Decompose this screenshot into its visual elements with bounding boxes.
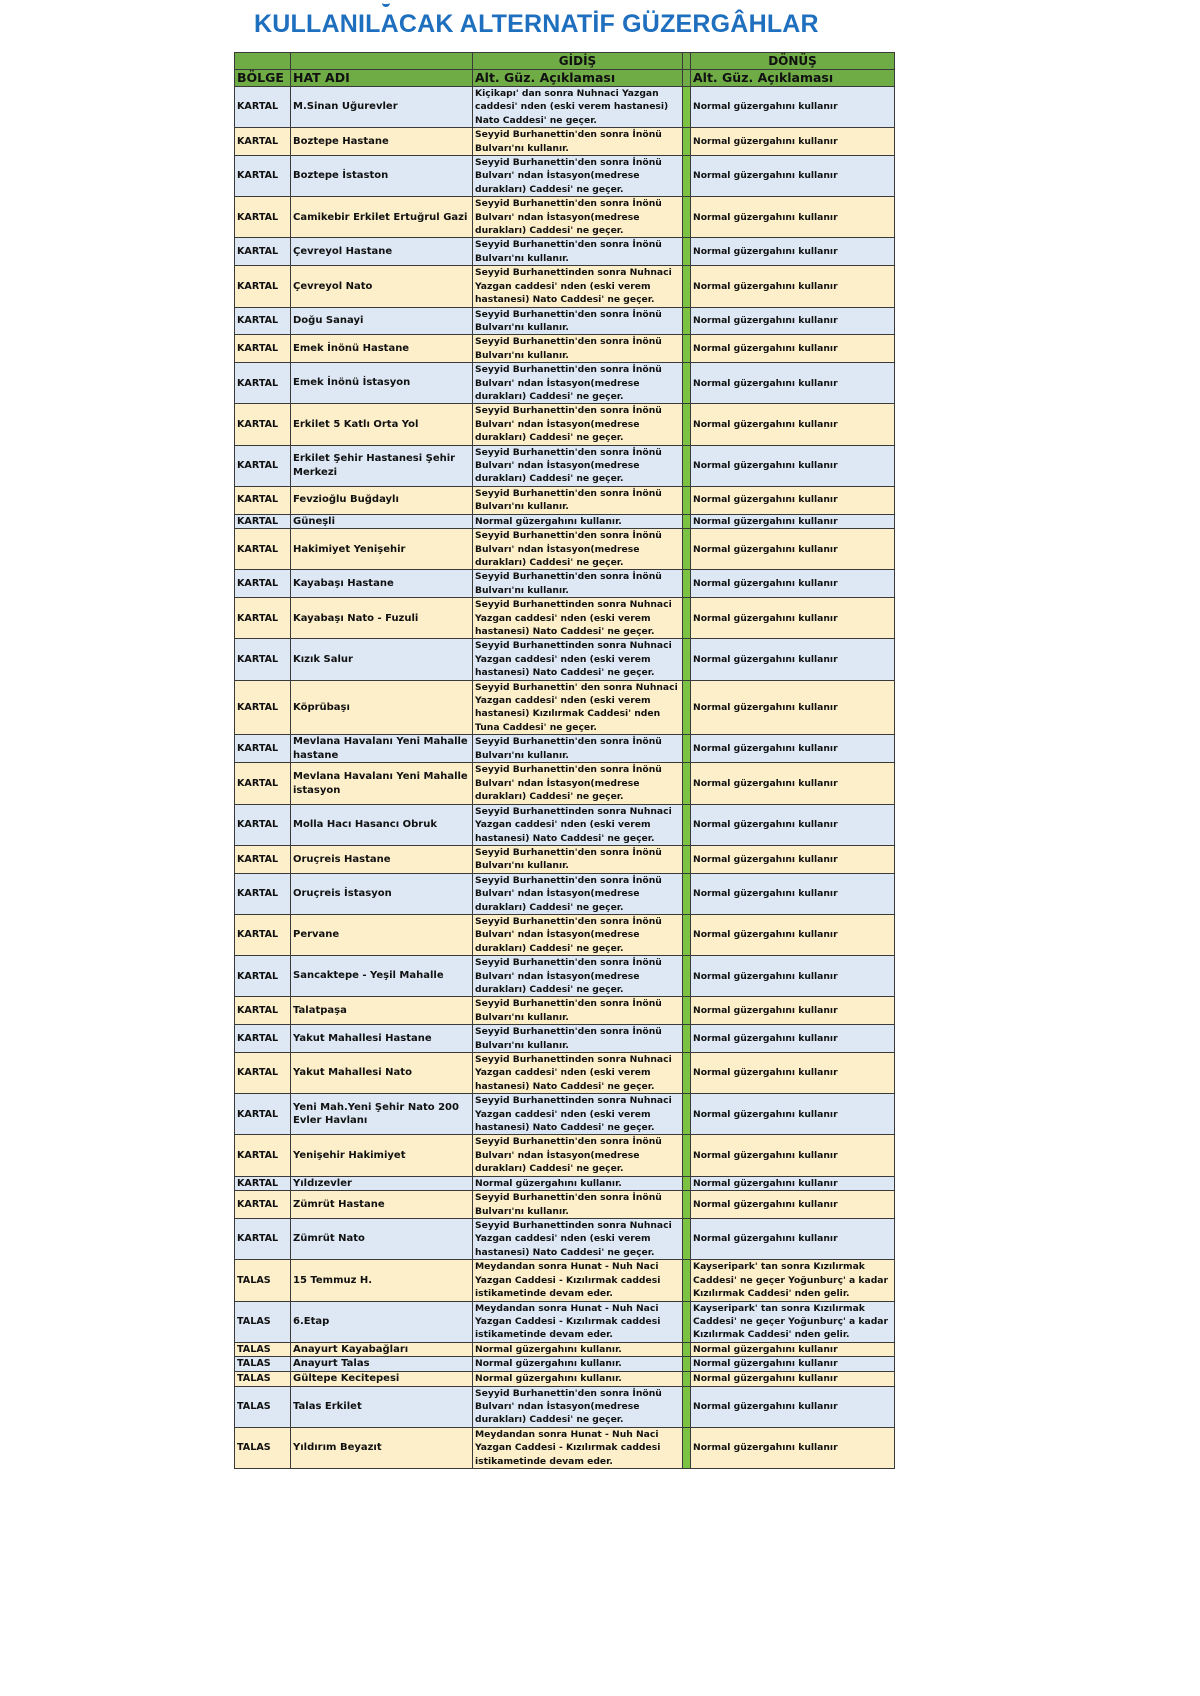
- donus-aciklama-cell: Normal güzergahını kullanır: [691, 570, 895, 598]
- hat-adi-cell: Erkilet Şehir Hastanesi Şehir Merkezi: [291, 445, 473, 486]
- column-separator: [683, 486, 691, 514]
- table-row: [235, 514, 895, 529]
- table-row: [235, 1176, 895, 1191]
- donus-aciklama-cell: Normal güzergahını kullanır: [691, 735, 895, 763]
- column-separator: [683, 1342, 691, 1357]
- bolge-cell: KARTAL: [235, 307, 291, 335]
- bolge-cell: KARTAL: [235, 1191, 291, 1219]
- bolge-cell: TALAS: [235, 1427, 291, 1468]
- hat-adi-cell: Anayurt Talas: [291, 1357, 473, 1372]
- bolge-cell: KARTAL: [235, 956, 291, 997]
- table-row: [235, 1219, 895, 1260]
- column-separator: [683, 128, 691, 156]
- hat-adi-cell: Yıldırım Beyazıt: [291, 1427, 473, 1468]
- hat-adi-cell: 6.Etap: [291, 1301, 473, 1342]
- donus-aciklama-cell: Normal güzergahını kullanır: [691, 639, 895, 680]
- hat-adi-cell: Yeni Mah.Yeni Şehir Nato 200 Evler Havlanı: [291, 1094, 473, 1135]
- table-row: [235, 529, 895, 570]
- column-separator: [683, 363, 691, 404]
- table-row: [235, 1371, 895, 1386]
- donus-aciklama-cell: Normal güzergahını kullanır: [691, 335, 895, 363]
- table-row: [235, 735, 895, 763]
- column-separator: [683, 70, 691, 87]
- gidis-aciklama-cell: Normal güzergahını kullanır.: [473, 1371, 683, 1386]
- page-title: KULLANILACAK ALTERNATİF GÜZERGÂHLAR: [254, 10, 819, 38]
- table-row: [235, 128, 895, 156]
- hat-adi-cell: Zümrüt Nato: [291, 1219, 473, 1260]
- table-row: [235, 197, 895, 238]
- hat-adi-cell: Yakut Mahallesi Hastane: [291, 1025, 473, 1053]
- hat-adi-cell: Çevreyol Hastane: [291, 238, 473, 266]
- bolge-cell: KARTAL: [235, 404, 291, 445]
- table-row: [235, 445, 895, 486]
- hat-adi-cell: Kayabaşı Nato - Fuzuli: [291, 598, 473, 639]
- bolge-cell: KARTAL: [235, 804, 291, 845]
- donus-aciklama-cell: Normal güzergahını kullanır: [691, 307, 895, 335]
- gidis-aciklama-cell: Normal güzergahını kullanır.: [473, 1342, 683, 1357]
- gidis-aciklama-cell: Seyyid Burhanettin'den sonra İnönü Bulvarı' ndan İstasyon(medrese durakları) Caddesi' ne geçer.: [473, 1135, 683, 1176]
- donus-aciklama-cell: Normal güzergahını kullanır: [691, 197, 895, 238]
- bolge-cell: KARTAL: [235, 197, 291, 238]
- hat-adi-cell: Fevzioğlu Buğdaylı: [291, 486, 473, 514]
- bolge-cell: KARTAL: [235, 873, 291, 914]
- gidis-aciklama-cell: Seyyid Burhanettin'den sonra İnönü Bulvarı'nı kullanır.: [473, 128, 683, 156]
- bolge-cell: KARTAL: [235, 845, 291, 873]
- hat-adi-cell: Emek İnönü İstasyon: [291, 363, 473, 404]
- column-separator: [683, 1135, 691, 1176]
- donus-aciklama-cell: Normal güzergahını kullanır: [691, 445, 895, 486]
- table-row: [235, 1053, 895, 1094]
- gidis-aciklama-cell: Seyyid Burhanettin'den sonra İnönü Bulvarı'nı kullanır.: [473, 1191, 683, 1219]
- column-separator: [683, 266, 691, 307]
- column-separator: [683, 1176, 691, 1191]
- column-header-donus-aciklama: Alt. Güz. Açıklaması: [691, 70, 895, 87]
- hat-adi-cell: Yıldızevler: [291, 1176, 473, 1191]
- bolge-cell: KARTAL: [235, 238, 291, 266]
- donus-aciklama-cell: Normal güzergahını kullanır: [691, 1025, 895, 1053]
- column-separator: [683, 156, 691, 197]
- gidis-aciklama-cell: Seyyid Burhanettin'den sonra İnönü Bulvarı' ndan İstasyon(medrese durakları) Caddesi' ne geçer.: [473, 763, 683, 804]
- column-separator: [683, 53, 691, 70]
- donus-aciklama-cell: Normal güzergahını kullanır: [691, 1219, 895, 1260]
- table-row: [235, 639, 895, 680]
- bolge-cell: KARTAL: [235, 1135, 291, 1176]
- bolge-cell: KARTAL: [235, 156, 291, 197]
- column-separator: [683, 445, 691, 486]
- hat-adi-cell: Doğu Sanayi: [291, 307, 473, 335]
- gidis-aciklama-cell: Seyyid Burhanettin'den sonra İnönü Bulvarı' ndan İstasyon(medrese durakları) Caddesi' ne geçer.: [473, 529, 683, 570]
- gidis-aciklama-cell: Normal güzergahını kullanır.: [473, 514, 683, 529]
- hat-adi-cell: Talas Erkilet: [291, 1386, 473, 1427]
- table-row: [235, 486, 895, 514]
- table-row: [235, 238, 895, 266]
- gidis-aciklama-cell: Seyyid Burhanettinden sonra Nuhnaci Yazgan caddesi' nden (eski verem hastanesi) Nato Caddesi' ne geçer.: [473, 639, 683, 680]
- routes-table: [234, 52, 895, 1469]
- table-row: [235, 997, 895, 1025]
- bolge-cell: KARTAL: [235, 87, 291, 128]
- donus-aciklama-cell: Normal güzergahını kullanır: [691, 238, 895, 266]
- donus-aciklama-cell: Normal güzergahını kullanır: [691, 598, 895, 639]
- column-separator: [683, 1094, 691, 1135]
- gidis-aciklama-cell: Seyyid Burhanettin'den sonra İnönü Bulvarı'nı kullanır.: [473, 845, 683, 873]
- donus-aciklama-cell: Normal güzergahını kullanır: [691, 156, 895, 197]
- gidis-aciklama-cell: Seyyid Burhanettin'den sonra İnönü Bulvarı'nı kullanır.: [473, 335, 683, 363]
- donus-aciklama-cell: Normal güzergahını kullanır: [691, 363, 895, 404]
- group-header-row: [235, 53, 895, 70]
- column-separator: [683, 598, 691, 639]
- column-separator: [683, 1025, 691, 1053]
- column-separator: [683, 1357, 691, 1372]
- donus-aciklama-cell: Normal güzergahını kullanır: [691, 873, 895, 914]
- donus-aciklama-cell: Normal güzergahını kullanır: [691, 914, 895, 955]
- table-row: [235, 1135, 895, 1176]
- table-row: [235, 1260, 895, 1301]
- donus-aciklama-cell: Normal güzergahını kullanır: [691, 1427, 895, 1468]
- hat-adi-cell: Emek İnönü Hastane: [291, 335, 473, 363]
- hat-adi-cell: Camikebir Erkilet Ertuğrul Gazi: [291, 197, 473, 238]
- column-separator: [683, 335, 691, 363]
- cropped-heading-fragment: [382, 0, 390, 7]
- donus-aciklama-cell: Normal güzergahını kullanır: [691, 128, 895, 156]
- hat-adi-cell: Mevlana Havalanı Yeni Mahalle hastane: [291, 735, 473, 763]
- table-row: [235, 763, 895, 804]
- donus-aciklama-cell: Normal güzergahını kullanır: [691, 1176, 895, 1191]
- gidis-aciklama-cell: Seyyid Burhanettin'den sonra İnönü Bulvarı' ndan İstasyon(medrese durakları) Caddesi' ne geçer.: [473, 197, 683, 238]
- hat-adi-cell: M.Sinan Uğurevler: [291, 87, 473, 128]
- bolge-cell: KARTAL: [235, 735, 291, 763]
- bolge-cell: KARTAL: [235, 763, 291, 804]
- table-row: [235, 266, 895, 307]
- table-row: [235, 1094, 895, 1135]
- table-row: [235, 87, 895, 128]
- hat-adi-cell: Çevreyol Nato: [291, 266, 473, 307]
- gidis-aciklama-cell: Seyyid Burhanettin'den sonra İnönü Bulvarı'nı kullanır.: [473, 570, 683, 598]
- gidis-aciklama-cell: Seyyid Burhanettin' den sonra Nuhnaci Yazgan caddesi' nden (eski verem hastanesi) Kızılırmak Caddesi' nden Tuna Caddesi' ne geçer.: [473, 680, 683, 735]
- bolge-cell: KARTAL: [235, 529, 291, 570]
- donus-aciklama-cell: Kayseripark' tan sonra Kızılırmak Caddesi' ne geçer Yoğunburç' a kadar Kızılırmak Caddesi' nden gelir.: [691, 1260, 895, 1301]
- table-row: [235, 363, 895, 404]
- column-header-gidis-aciklama: Alt. Güz. Açıklaması: [473, 70, 683, 87]
- hat-adi-cell: Yakut Mahallesi Nato: [291, 1053, 473, 1094]
- donus-aciklama-cell: Normal güzergahını kullanır: [691, 1386, 895, 1427]
- hat-adi-cell: Gültepe Kecitepesi: [291, 1371, 473, 1386]
- table-row: [235, 1427, 895, 1468]
- gidis-aciklama-cell: Seyyid Burhanettin'den sonra İnönü Bulvarı' ndan İstasyon(medrese durakları) Caddesi' ne geçer.: [473, 873, 683, 914]
- table-row: [235, 156, 895, 197]
- gidis-aciklama-cell: Seyyid Burhanettin'den sonra İnönü Bulvarı'nı kullanır.: [473, 238, 683, 266]
- gidis-aciklama-cell: Seyyid Burhanettin'den sonra İnönü Bulvarı' ndan İstasyon(medrese durakları) Caddesi' ne geçer.: [473, 956, 683, 997]
- column-separator: [683, 404, 691, 445]
- hat-adi-cell: Boztepe İstaston: [291, 156, 473, 197]
- gidis-aciklama-cell: Seyyid Burhanettin'den sonra İnönü Bulvarı' ndan İstasyon(medrese durakları) Caddesi' ne geçer.: [473, 363, 683, 404]
- table-row: [235, 335, 895, 363]
- column-separator: [683, 1427, 691, 1468]
- group-header-donus: DÖNÜŞ: [691, 53, 895, 70]
- table-row: [235, 914, 895, 955]
- bolge-cell: KARTAL: [235, 1094, 291, 1135]
- gidis-aciklama-cell: Normal güzergahını kullanır.: [473, 1176, 683, 1191]
- hat-adi-cell: Talatpaşa: [291, 997, 473, 1025]
- bolge-cell: KARTAL: [235, 570, 291, 598]
- gidis-aciklama-cell: Seyyid Burhanettin'den sonra İnönü Bulvarı'nı kullanır.: [473, 997, 683, 1025]
- column-separator: [683, 639, 691, 680]
- table-row: [235, 404, 895, 445]
- table-row: [235, 873, 895, 914]
- gidis-aciklama-cell: Seyyid Burhanettinden sonra Nuhnaci Yazgan caddesi' nden (eski verem hastanesi) Nato Caddesi' ne geçer.: [473, 598, 683, 639]
- bolge-cell: KARTAL: [235, 335, 291, 363]
- column-separator: [683, 956, 691, 997]
- donus-aciklama-cell: Normal güzergahını kullanır: [691, 845, 895, 873]
- bolge-cell: KARTAL: [235, 266, 291, 307]
- table-row: [235, 598, 895, 639]
- bolge-cell: KARTAL: [235, 445, 291, 486]
- gidis-aciklama-cell: Seyyid Burhanettinden sonra Nuhnaci Yazgan caddesi' nden (eski verem hastanesi) Nato Caddesi' ne geçer.: [473, 1219, 683, 1260]
- column-separator: [683, 1219, 691, 1260]
- column-header-bolge: BÖLGE: [235, 70, 291, 87]
- donus-aciklama-cell: Normal güzergahını kullanır: [691, 1094, 895, 1135]
- column-separator: [683, 1301, 691, 1342]
- bolge-cell: TALAS: [235, 1386, 291, 1427]
- table-row: [235, 680, 895, 735]
- hat-adi-cell: Kızık Salur: [291, 639, 473, 680]
- group-header-empty: [235, 53, 291, 70]
- hat-adi-cell: 15 Temmuz H.: [291, 1260, 473, 1301]
- table-row: [235, 804, 895, 845]
- column-separator: [683, 680, 691, 735]
- table-row: [235, 1191, 895, 1219]
- table-row: [235, 1301, 895, 1342]
- bolge-cell: KARTAL: [235, 1025, 291, 1053]
- gidis-aciklama-cell: Seyyid Burhanettin'den sonra İnönü Bulvarı'nı kullanır.: [473, 486, 683, 514]
- hat-adi-cell: Yenişehir Hakimiyet: [291, 1135, 473, 1176]
- gidis-aciklama-cell: Seyyid Burhanettin'den sonra İnönü Bulvarı' ndan İstasyon(medrese durakları) Caddesi' ne geçer.: [473, 404, 683, 445]
- hat-adi-cell: Anayurt Kayabağları: [291, 1342, 473, 1357]
- donus-aciklama-cell: Normal güzergahını kullanır: [691, 486, 895, 514]
- bolge-cell: KARTAL: [235, 1219, 291, 1260]
- column-separator: [683, 997, 691, 1025]
- gidis-aciklama-cell: Seyyid Burhanettin'den sonra İnönü Bulvarı' ndan İstasyon(medrese durakları) Caddesi' ne geçer.: [473, 914, 683, 955]
- donus-aciklama-cell: Normal güzergahını kullanır: [691, 529, 895, 570]
- column-separator: [683, 238, 691, 266]
- donus-aciklama-cell: Normal güzergahını kullanır: [691, 1357, 895, 1372]
- hat-adi-cell: Sancaktepe - Yeşil Mahalle: [291, 956, 473, 997]
- table-row: [235, 845, 895, 873]
- hat-adi-cell: Güneşli: [291, 514, 473, 529]
- column-separator: [683, 1260, 691, 1301]
- routes-table-body: [235, 87, 895, 1469]
- donus-aciklama-cell: Normal güzergahını kullanır: [691, 1053, 895, 1094]
- hat-adi-cell: Kayabaşı Hastane: [291, 570, 473, 598]
- bolge-cell: KARTAL: [235, 680, 291, 735]
- bolge-cell: TALAS: [235, 1301, 291, 1342]
- bolge-cell: KARTAL: [235, 639, 291, 680]
- bolge-cell: KARTAL: [235, 1176, 291, 1191]
- column-separator: [683, 735, 691, 763]
- gidis-aciklama-cell: Seyyid Burhanettin'den sonra İnönü Bulvarı' ndan İstasyon(medrese durakları) Caddesi' ne geçer.: [473, 156, 683, 197]
- donus-aciklama-cell: Kayseripark' tan sonra Kızılırmak Caddesi' ne geçer Yoğunburç' a kadar Kızılırmak Caddesi' nden gelir.: [691, 1301, 895, 1342]
- gidis-aciklama-cell: Meydandan sonra Hunat - Nuh Naci Yazgan Caddesi - Kızılırmak caddesi istikametinde devam eder.: [473, 1427, 683, 1468]
- gidis-aciklama-cell: Seyyid Burhanettin'den sonra İnönü Bulvarı'nı kullanır.: [473, 1025, 683, 1053]
- table-row: [235, 1357, 895, 1372]
- donus-aciklama-cell: Normal güzergahını kullanır: [691, 763, 895, 804]
- column-separator: [683, 87, 691, 128]
- hat-adi-cell: Köprübaşı: [291, 680, 473, 735]
- table-row: [235, 956, 895, 997]
- table-row: [235, 570, 895, 598]
- donus-aciklama-cell: Normal güzergahını kullanır: [691, 680, 895, 735]
- bolge-cell: TALAS: [235, 1371, 291, 1386]
- gidis-aciklama-cell: Meydandan sonra Hunat - Nuh Naci Yazgan Caddesi - Kızılırmak caddesi istikametinde devam eder.: [473, 1260, 683, 1301]
- table-row: [235, 307, 895, 335]
- gidis-aciklama-cell: Seyyid Burhanettinden sonra Nuhnaci Yazgan caddesi' nden (eski verem hastanesi) Nato Caddesi' ne geçer.: [473, 804, 683, 845]
- bolge-cell: TALAS: [235, 1342, 291, 1357]
- gidis-aciklama-cell: Seyyid Burhanettinden sonra Nuhnaci Yazgan caddesi' nden (eski verem hastanesi) Nato Caddesi' ne geçer.: [473, 1053, 683, 1094]
- hat-adi-cell: Oruçreis İstasyon: [291, 873, 473, 914]
- column-separator: [683, 529, 691, 570]
- bolge-cell: TALAS: [235, 1357, 291, 1372]
- donus-aciklama-cell: Normal güzergahını kullanır: [691, 1342, 895, 1357]
- gidis-aciklama-cell: Seyyid Burhanettin'den sonra İnönü Bulvarı'nı kullanır.: [473, 735, 683, 763]
- hat-adi-cell: Oruçreis Hastane: [291, 845, 473, 873]
- table-row: [235, 1342, 895, 1357]
- column-separator: [683, 1191, 691, 1219]
- hat-adi-cell: Boztepe Hastane: [291, 128, 473, 156]
- donus-aciklama-cell: Normal güzergahını kullanır: [691, 1191, 895, 1219]
- hat-adi-cell: Molla Hacı Hasancı Obruk: [291, 804, 473, 845]
- bolge-cell: KARTAL: [235, 598, 291, 639]
- hat-adi-cell: Erkilet 5 Katlı Orta Yol: [291, 404, 473, 445]
- column-separator: [683, 570, 691, 598]
- bolge-cell: KARTAL: [235, 363, 291, 404]
- column-separator: [683, 197, 691, 238]
- hat-adi-cell: Pervane: [291, 914, 473, 955]
- column-header-row: [235, 70, 895, 87]
- donus-aciklama-cell: Normal güzergahını kullanır: [691, 956, 895, 997]
- table-row: [235, 1386, 895, 1427]
- gidis-aciklama-cell: Normal güzergahını kullanır.: [473, 1357, 683, 1372]
- column-separator: [683, 914, 691, 955]
- gidis-aciklama-cell: Seyyid Burhanettinden sonra Nuhnaci Yazgan caddesi' nden (eski verem hastanesi) Nato Caddesi' ne geçer.: [473, 1094, 683, 1135]
- bolge-cell: KARTAL: [235, 914, 291, 955]
- donus-aciklama-cell: Normal güzergahını kullanır: [691, 514, 895, 529]
- donus-aciklama-cell: Normal güzergahını kullanır: [691, 1371, 895, 1386]
- gidis-aciklama-cell: Seyyid Burhanettin'den sonra İnönü Bulvarı'nı kullanır.: [473, 307, 683, 335]
- bolge-cell: TALAS: [235, 1260, 291, 1301]
- gidis-aciklama-cell: Kiçikapı' dan sonra Nuhnaci Yazgan caddesi' nden (eski verem hastanesi) Nato Caddesi' ne geçer.: [473, 87, 683, 128]
- donus-aciklama-cell: Normal güzergahını kullanır: [691, 997, 895, 1025]
- gidis-aciklama-cell: Meydandan sonra Hunat - Nuh Naci Yazgan Caddesi - Kızılırmak caddesi istikametinde devam eder.: [473, 1301, 683, 1342]
- column-separator: [683, 307, 691, 335]
- column-header-hat-adi: HAT ADI: [291, 70, 473, 87]
- gidis-aciklama-cell: Seyyid Burhanettin'den sonra İnönü Bulvarı' ndan İstasyon(medrese durakları) Caddesi' ne geçer.: [473, 445, 683, 486]
- table-row: [235, 1025, 895, 1053]
- hat-adi-cell: Hakimiyet Yenişehir: [291, 529, 473, 570]
- column-separator: [683, 514, 691, 529]
- bolge-cell: KARTAL: [235, 1053, 291, 1094]
- gidis-aciklama-cell: Seyyid Burhanettinden sonra Nuhnaci Yazgan caddesi' nden (eski verem hastanesi) Nato Caddesi' ne geçer.: [473, 266, 683, 307]
- column-separator: [683, 804, 691, 845]
- column-separator: [683, 1371, 691, 1386]
- column-separator: [683, 1386, 691, 1427]
- donus-aciklama-cell: Normal güzergahını kullanır: [691, 1135, 895, 1176]
- donus-aciklama-cell: Normal güzergahını kullanır: [691, 87, 895, 128]
- column-separator: [683, 845, 691, 873]
- bolge-cell: KARTAL: [235, 997, 291, 1025]
- column-separator: [683, 873, 691, 914]
- donus-aciklama-cell: Normal güzergahını kullanır: [691, 404, 895, 445]
- bolge-cell: KARTAL: [235, 128, 291, 156]
- column-separator: [683, 763, 691, 804]
- gidis-aciklama-cell: Seyyid Burhanettin'den sonra İnönü Bulvarı' ndan İstasyon(medrese durakları) Caddesi' ne geçer.: [473, 1386, 683, 1427]
- hat-adi-cell: Zümrüt Hastane: [291, 1191, 473, 1219]
- bolge-cell: KARTAL: [235, 514, 291, 529]
- hat-adi-cell: Mevlana Havalanı Yeni Mahalle istasyon: [291, 763, 473, 804]
- group-header-gidis: GİDİŞ: [473, 53, 683, 70]
- donus-aciklama-cell: Normal güzergahını kullanır: [691, 266, 895, 307]
- column-separator: [683, 1053, 691, 1094]
- group-header-empty: [291, 53, 473, 70]
- donus-aciklama-cell: Normal güzergahını kullanır: [691, 804, 895, 845]
- bolge-cell: KARTAL: [235, 486, 291, 514]
